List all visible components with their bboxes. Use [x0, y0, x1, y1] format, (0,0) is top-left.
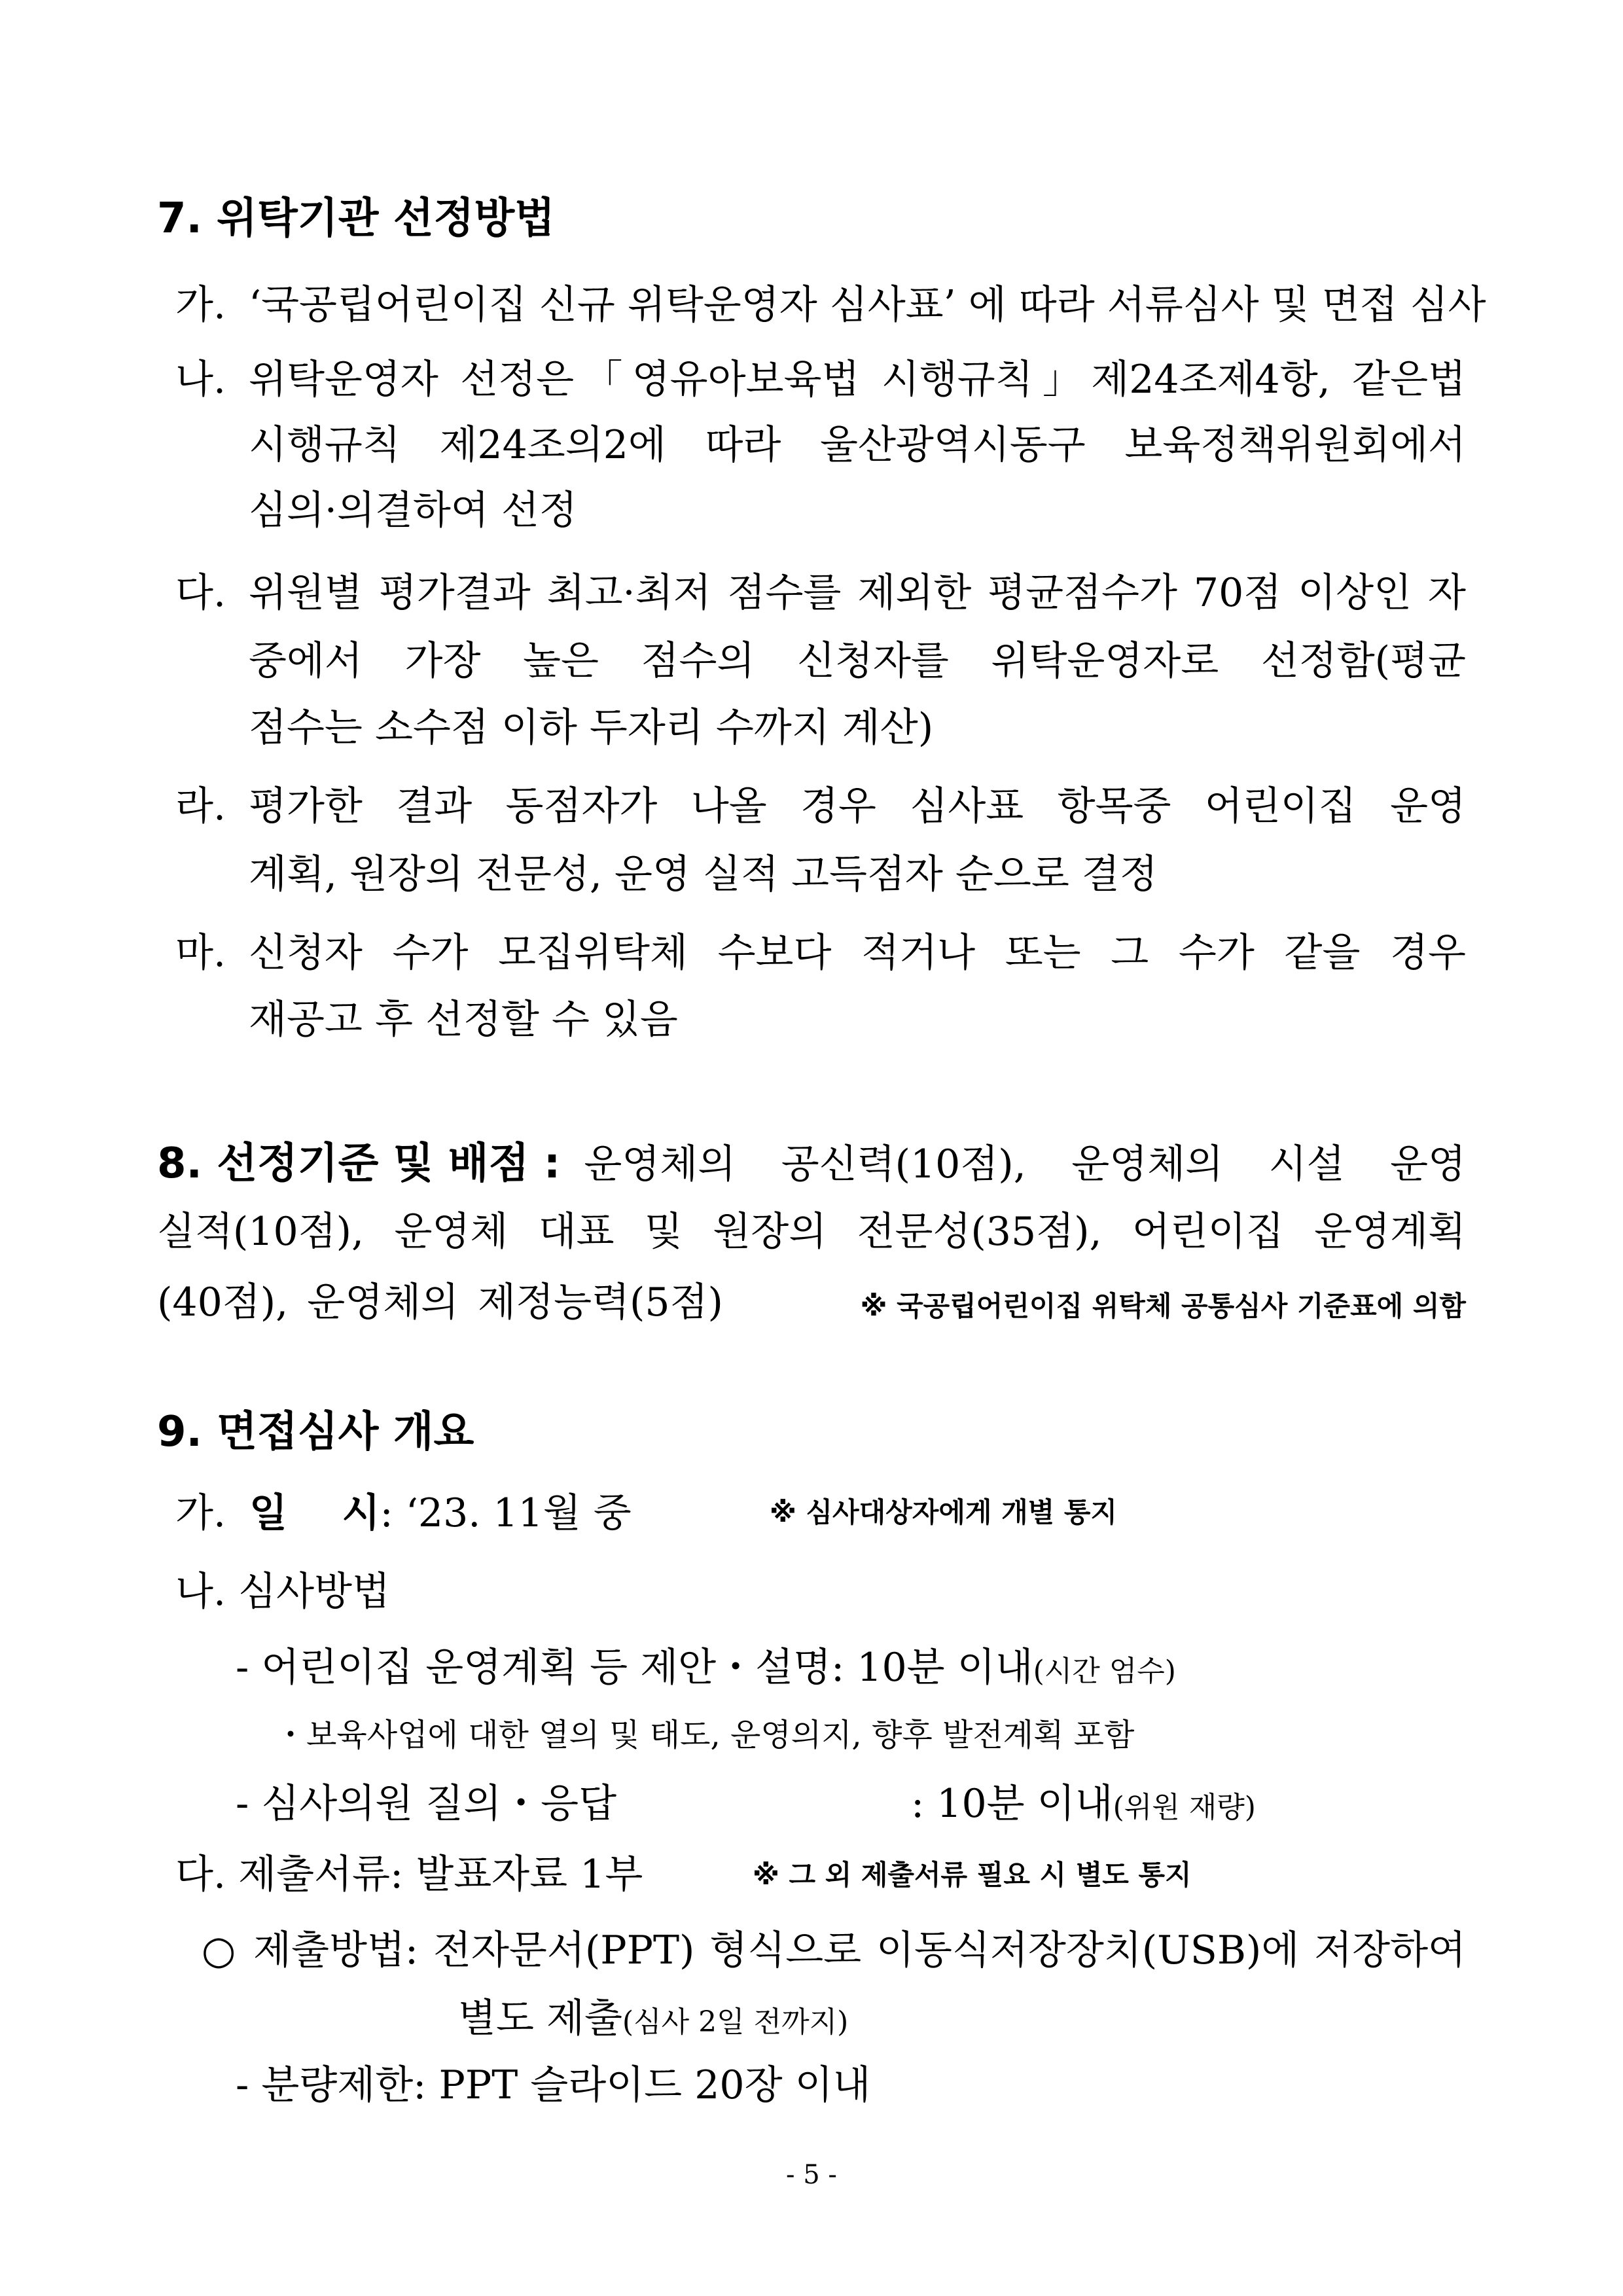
item-marker: 가.: [175, 282, 226, 328]
submission-method: ○ 제출방법: 전자문서(PPT) 형식으로 이동식저장장치(USB)에 저장하여: [202, 1928, 1466, 1973]
volume-limit: - 분량제한: PPT 슬라이드 20장 이내: [236, 2062, 871, 2108]
section-7-heading: 7. 위탁기관 선정방법: [157, 194, 555, 243]
method-note: (위원 재량): [1113, 1791, 1256, 1824]
method-item: [911, 1772, 1256, 1829]
item-text: 점수는 소수점 이하 두자리 수까지 계산): [249, 705, 934, 751]
item-marker: 마.: [175, 930, 226, 976]
schedule-note: ※ 심사대상자에게 개별 통지: [770, 1496, 1117, 1528]
method-sub-item: ・보육사업에 대한 열의 및 태도, 운영의지, 향후 발전계획 포함: [275, 1717, 1135, 1753]
item-text: 중에서 가장 높은 점수의 신청자를 위탁운영자로 선정함(평균: [249, 638, 1466, 684]
submission-note: (심사 2일 전까지): [622, 2005, 849, 2039]
submission-text: 별도 제출: [458, 1996, 622, 2041]
schedule-line: [175, 1482, 632, 1538]
section-8-text: (40점), 운영체의 제정능력(5점): [157, 1280, 723, 1325]
item-marker: 가.: [175, 1490, 226, 1536]
method-value: : 10분 이내: [911, 1781, 1113, 1827]
item-marker: 다.: [175, 570, 226, 616]
item-text: ‘국공립어린이집 신규 위탁운영자 심사표’ 에 따라 서류심사 및 면접 심사: [249, 282, 1486, 328]
item-text: 재공고 후 선정할 수 있음: [249, 997, 678, 1043]
item-text: 시행규칙 제24조의2에 따라 울산광역시동구 보육정책위원회에서: [249, 422, 1466, 468]
documents-line: 다. 제출서류: 발표자료 1부: [175, 1852, 643, 1897]
section-8-text: 실적(10점), 운영체 대표 및 원장의 전문성(35점), 어린이집 운영계획: [157, 1209, 1466, 1255]
item-text: 위탁운영자 선정은「영유아보육법 시행규칙」제24조제4항, 같은법: [249, 357, 1466, 403]
submission-method-cont: [458, 1987, 848, 2043]
section-8-first-line: [157, 1130, 1466, 1190]
item-marker: 라.: [175, 783, 226, 829]
section-8-last-line: [157, 1271, 1466, 1327]
section-8-text: 운영체의 공신력(10점), 운영체의 시설 운영: [584, 1141, 1466, 1187]
item-text: 계획, 원장의 전문성, 운영 실적 고득점자 순으로 결정: [249, 852, 1158, 897]
schedule-value: : ‘23. 11월 중: [380, 1490, 632, 1536]
item-text: 신청자 수가 모집위탁체 수보다 적거나 또는 그 수가 같을 경우: [249, 930, 1466, 976]
item-text: 위원별 평가결과 최고·최저 점수를 제외한 평균점수가 70점 이상인 자: [249, 570, 1466, 616]
section-8-note: ※ 국공립어린이집 위탁체 공통심사 기준표에 의함: [860, 1290, 1466, 1322]
method-heading: 나. 심사방법: [175, 1569, 390, 1615]
method-text: - 어린이집 운영계획 등 제안・설명: 10분 이내: [236, 1645, 1033, 1691]
method-note: (시간 엄수): [1033, 1655, 1176, 1688]
documents-note: ※ 그 외 제출서류 필요 시 별도 통지: [753, 1859, 1192, 1891]
item-text: 평가한 결과 동점자가 나올 경우 심사표 항목중 어린이집 운영: [249, 783, 1466, 829]
method-text: - 심사의원 질의・응답: [236, 1781, 617, 1827]
item-marker: 나.: [175, 357, 226, 403]
method-item: [236, 1636, 1176, 1693]
section-8-heading: 8. 선정기준 및 배점 :: [157, 1139, 561, 1188]
page-number: - 5 -: [786, 2160, 837, 2190]
section-9-heading: 9. 면접심사 개요: [157, 1408, 474, 1456]
schedule-label: 일 시: [249, 1490, 380, 1536]
item-text: 심의·의결하여 선정: [249, 488, 577, 533]
